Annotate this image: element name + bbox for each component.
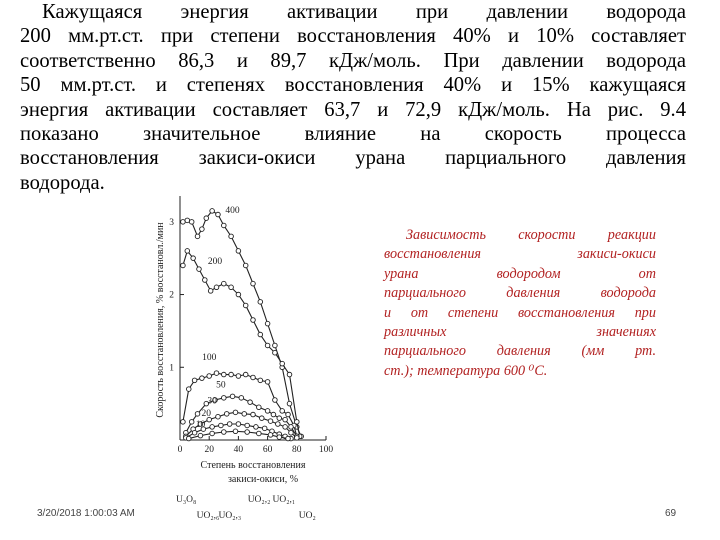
data-point	[191, 256, 196, 261]
data-point	[229, 285, 234, 290]
data-point	[280, 361, 285, 366]
data-point	[229, 234, 234, 239]
data-point	[265, 321, 270, 326]
y-tick-label: 1	[169, 363, 174, 374]
data-point	[192, 378, 197, 383]
paragraph-line: 200 мм.рт.ст. при степени восстановления 40% и 10% составляет	[20, 25, 686, 48]
caption-line: парциального давления водорода	[384, 285, 656, 302]
data-point	[203, 278, 208, 283]
data-point	[210, 431, 215, 436]
data-point	[181, 263, 186, 268]
data-point	[195, 234, 200, 239]
data-point	[277, 435, 282, 440]
data-point	[181, 420, 186, 425]
data-point	[248, 400, 253, 405]
data-point	[186, 387, 191, 392]
data-point	[271, 412, 276, 417]
data-point	[251, 281, 256, 286]
phase-label: UO₂,₂	[247, 495, 271, 505]
data-point	[268, 433, 273, 438]
body-paragraph	[20, 0, 686, 195]
data-point	[243, 303, 248, 308]
data-point	[233, 429, 238, 434]
data-point	[245, 423, 250, 428]
data-point	[208, 289, 213, 294]
series-label: 400	[225, 206, 240, 217]
data-point	[214, 371, 219, 376]
page-number: 69	[665, 508, 677, 519]
data-point	[200, 376, 205, 381]
data-point	[185, 249, 190, 254]
data-point	[268, 419, 273, 424]
data-point	[251, 318, 256, 323]
data-point	[243, 263, 248, 268]
data-point	[289, 430, 294, 435]
data-point	[286, 412, 291, 417]
caption-line: и от степени восстановления при	[384, 304, 656, 321]
chart-series	[181, 209, 304, 441]
paragraph-line: показано значительное влияние на скорость процесса	[20, 123, 686, 146]
series-label: 30	[207, 396, 217, 407]
x-tick-label: 100	[318, 445, 334, 455]
x-tick-label: 80	[292, 445, 302, 455]
data-point	[280, 409, 285, 414]
data-point	[236, 374, 241, 379]
paragraph-line: энергия активации составляет 63,7 и 72,9 кДж/моль. На рис. 9.4	[20, 98, 686, 121]
x-tick-label: 0	[177, 445, 183, 455]
data-point	[239, 396, 244, 401]
data-point	[276, 422, 281, 427]
data-point	[287, 372, 292, 377]
data-point	[236, 249, 241, 254]
x-tick-label: 60	[262, 445, 273, 455]
data-point	[189, 420, 194, 425]
series-label: 20	[201, 409, 212, 419]
data-point	[233, 410, 238, 415]
data-point	[245, 430, 250, 435]
phase-label: UO₂,₁	[272, 495, 296, 505]
data-point	[236, 292, 241, 297]
data-point	[283, 417, 288, 422]
data-point	[289, 425, 294, 430]
data-point	[265, 409, 270, 414]
paragraph-line: Кажущаяся энергия активации при давлении водорода	[42, 1, 686, 23]
data-point	[273, 350, 278, 355]
phase-label: UO₂	[298, 511, 316, 521]
series-label: 50	[216, 380, 226, 391]
data-point	[210, 425, 215, 430]
paragraph-line: водорода.	[20, 171, 105, 194]
caption-line: восстановления закиси-окиси	[384, 246, 656, 263]
data-point	[258, 300, 263, 305]
caption-line: урана водородом от	[384, 265, 656, 282]
paragraph-line: соответственно 86,3 и 89,7 кДж/моль. При давлении водорода	[20, 49, 686, 72]
data-point	[227, 422, 232, 427]
data-point	[222, 281, 227, 286]
data-point	[257, 431, 262, 436]
data-point	[216, 414, 221, 419]
x-tick-label: 40	[233, 445, 244, 455]
data-point	[219, 423, 224, 428]
data-point	[286, 436, 291, 441]
data-point	[198, 433, 203, 438]
caption-line: различных значениях	[384, 324, 656, 341]
data-point	[195, 412, 200, 417]
data-point	[262, 426, 267, 431]
y-axis-label: Скорость восстановления, % восстановл./мин	[155, 222, 166, 418]
caption-line: парциального давления (мм рт.	[384, 343, 656, 360]
data-point	[197, 267, 202, 272]
data-point	[242, 412, 247, 417]
x-axis-label-line2: закиси-окиси, %	[227, 474, 299, 485]
figure-caption	[384, 226, 656, 381]
data-point	[251, 375, 256, 380]
series-line	[183, 211, 301, 436]
data-point	[186, 436, 191, 441]
caption-line: ст.); температура 600 ⁰С.	[384, 362, 548, 379]
data-point	[243, 372, 248, 377]
footer-date: 3/20/2018 1:00:03 AM	[37, 508, 135, 519]
data-point	[207, 374, 212, 379]
data-point	[204, 216, 209, 221]
data-point	[257, 405, 262, 410]
data-point	[210, 209, 215, 214]
data-point	[295, 436, 300, 441]
phase-label: UO₂,₆	[196, 511, 220, 521]
chart-text	[155, 206, 333, 521]
data-point	[283, 425, 288, 430]
data-point	[236, 422, 241, 427]
data-point	[287, 401, 292, 406]
paragraph-line: восстановления закиси-окиси урана парциального давления	[20, 147, 686, 170]
caption-line: Зависимость скорости реакции	[406, 227, 656, 243]
data-point	[251, 412, 256, 417]
data-point	[273, 398, 278, 403]
phase-label: U₃O₈	[176, 495, 197, 505]
data-point	[222, 430, 227, 435]
data-point	[254, 425, 259, 430]
data-point	[229, 372, 234, 377]
phase-label: UO₂,₃	[218, 511, 242, 521]
data-point	[265, 380, 270, 385]
data-point	[189, 220, 194, 225]
data-point	[185, 218, 190, 223]
series-label: 200	[207, 257, 223, 267]
data-point	[265, 343, 270, 348]
data-point	[258, 378, 263, 383]
data-point	[222, 223, 227, 228]
data-point	[230, 394, 235, 399]
paragraph-line: 50 мм.рт.ст. и степенях восстановления 40% и 15% кажущаяся	[20, 74, 686, 97]
data-point	[222, 372, 227, 377]
y-tick-label: 2	[169, 290, 174, 301]
x-tick-label: 20	[204, 445, 214, 455]
y-tick-label: 3	[169, 217, 174, 228]
data-point	[192, 430, 197, 435]
data-point	[214, 285, 219, 290]
data-point	[259, 416, 264, 421]
data-point	[273, 343, 278, 348]
x-axis-label: Степень восстановления	[200, 460, 306, 471]
data-point	[277, 416, 282, 421]
rate-vs-reduction-chart	[150, 188, 350, 524]
series-label: 10	[195, 419, 206, 430]
data-point	[224, 412, 229, 417]
data-point	[216, 212, 221, 217]
data-point	[258, 332, 263, 337]
data-point	[181, 220, 186, 225]
data-point	[222, 396, 227, 401]
series-label: 100	[202, 353, 217, 363]
data-point	[200, 227, 205, 232]
